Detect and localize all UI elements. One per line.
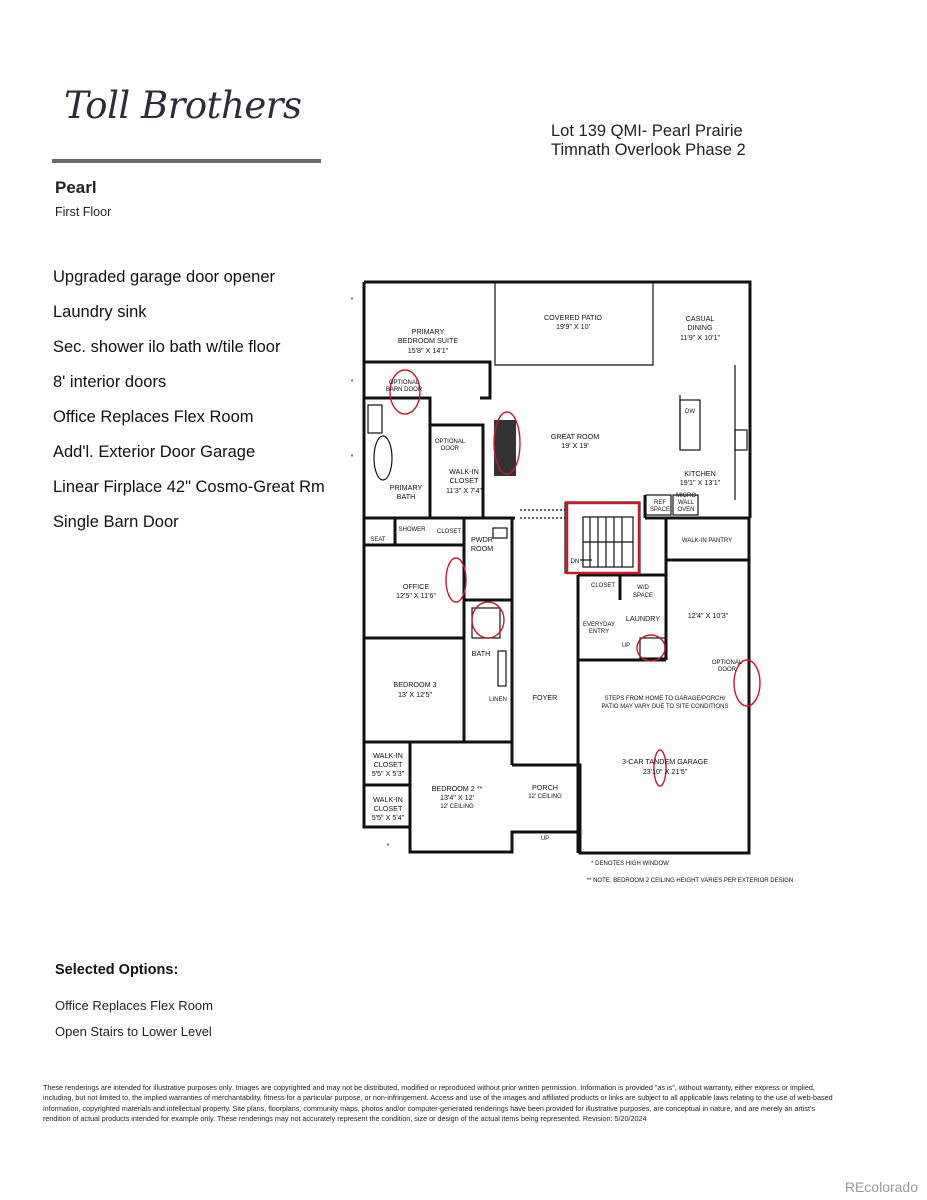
porch-name: PORCH: [532, 783, 558, 792]
walkin-a-name-2: CLOSET: [373, 760, 403, 769]
walkin-main-size: 11'3" X 7'4": [445, 486, 483, 495]
garage-size: 23'10" X 21'5": [642, 767, 688, 776]
plan-name: Pearl: [55, 178, 97, 197]
great-room-name: GREAT ROOM: [550, 432, 600, 441]
kitchen-size: 19'1" X 13'1": [679, 478, 721, 487]
ref-space-name: REF: [654, 500, 666, 506]
upgrade-item: 8' interior doors: [53, 373, 167, 391]
wd-space-name-2: SPACE: [633, 593, 653, 599]
room-labels: [351, 295, 794, 884]
everyday-entry-name: EVERYDAY: [582, 622, 616, 628]
bedroom2-name: BEDROOM 2 **: [431, 784, 483, 793]
garage-name: 3-CAR TANDEM GARAGE: [622, 757, 708, 766]
ceiling-note: ** NOTE: BEDROOM 2 CEILING HEIGHT VARIES PER EXTERIOR DESIGN: [586, 878, 794, 884]
oven-label: OVEN: [677, 507, 695, 513]
bedroom3-name: BEDROOM 3: [393, 680, 437, 689]
primary-bath-name: PRIMARY: [389, 483, 423, 492]
upgrade-item: Laundry sink: [53, 303, 147, 321]
walkin-a-size: 5'5" X 5'3": [371, 769, 405, 778]
foyer-label: FOYER: [532, 693, 558, 702]
dining-name-2: DINING: [687, 323, 713, 332]
optional-door-closet-1: OPTIONAL: [434, 439, 466, 445]
patio-name: COVERED PATIO: [543, 313, 603, 322]
bay-size: 12'4" X 10'3": [687, 611, 729, 620]
lot-line-1: Lot 139 QMI- Pearl Prairie: [551, 122, 743, 140]
primary-suite-name-2: BEDROOM SUITE: [397, 336, 459, 345]
walkin-b-name: WALK-IN: [373, 795, 403, 804]
wd-space-name: W/D: [637, 585, 649, 591]
linen-label: LINEN: [489, 697, 507, 703]
upgrade-item: Sec. shower ilo bath w/tile floor: [53, 338, 281, 356]
bath-label: BATH: [471, 649, 491, 658]
disclaimer-text: These renderings are intended for illustrative purposes only. Images are copyrighted and may not be distributed, modified or reproduced without prior written permission. Information is provided "as is", without warranty, either express or implied, including, but not limited to, the implied warranties of merchantability, fitness for a particular purpose, or non-infringement. Access and use of the images and affiliated products or links are subject to all applicable laws relating to the use of web-based information, copyrighted materials and intellectual property. Site plans, floorplans, community maps, photos and/or computer-generated renderings have been provided for illustrative purposes, are conceptual in nature, and are merely an artist's rendition of actual products intended for example only. These renderings may not accurately represent the condition, size or design of the actual items being represented. Revision: 5/20/2024: [43, 1083, 833, 1124]
everyday-entry-name-2: ENTRY: [588, 629, 610, 635]
pwdr-name-2: ROOM: [470, 544, 494, 553]
upgrade-item: Upgraded garage door opener: [53, 268, 276, 286]
patio-size: 19'9" X 10': [555, 322, 591, 331]
upgrade-item: Single Barn Door: [53, 513, 179, 531]
primary-suite-name: PRIMARY: [411, 327, 445, 336]
steps-note-2: PATIO MAY VARY DUE TO SITE CONDITIONS: [601, 704, 729, 710]
high-window-note: * DENOTES HIGH WINDOW: [591, 861, 669, 867]
primary-suite-size: 15'8" X 14'1": [407, 346, 449, 355]
up-porch-label: UP: [540, 836, 550, 842]
selected-option-item: Office Replaces Flex Room: [55, 998, 213, 1013]
star-mark-2: *: [350, 377, 354, 386]
selected-option-item: Open Stairs to Lower Level: [55, 1024, 212, 1039]
walkin-b-size: 5'5" X 5'4": [371, 813, 405, 822]
ref-space-name-2: SPACE: [650, 507, 670, 513]
bedroom2-size: 13'4" X 12': [439, 793, 475, 802]
dw-label: DW: [685, 409, 695, 415]
stairs: [580, 517, 633, 567]
walkin-b-name-2: CLOSET: [373, 804, 403, 813]
interior-walls: [364, 282, 749, 853]
lot-line-2: Timnath Overlook Phase 2: [551, 141, 746, 159]
pwdr-name: PWDR: [471, 535, 493, 544]
closet-small-label: CLOSET: [436, 529, 462, 535]
star-mark-3: *: [350, 452, 354, 461]
optional-door-top-2: BARN DOOR: [385, 387, 423, 393]
walkin-main-name: WALK-IN: [449, 467, 479, 476]
great-room-size: 19' X 19': [561, 441, 589, 450]
walkin-a-name: WALK-IN: [373, 751, 403, 760]
optional-door-garage-2: DOOR: [718, 667, 736, 673]
upgrade-item: Office Replaces Flex Room: [53, 408, 254, 426]
micro-label: MICRO: [676, 493, 696, 499]
shower-label: SHOWER: [398, 527, 426, 533]
bedroom3-size: 13' X 12'5": [397, 690, 433, 699]
pantry-label: WALK-IN PANTRY: [681, 538, 733, 544]
dn-label: DN: [570, 559, 580, 565]
office-size: 12'5" X 11'6": [395, 591, 437, 600]
wall-label: WALL: [677, 500, 695, 506]
porch-ceiling: 12' CEILING: [528, 794, 562, 800]
laundry-label: LAUNDRY: [625, 614, 661, 623]
logo-divider: [52, 159, 321, 163]
up-laundry-label: UP: [621, 643, 631, 649]
steps-note-1: STEPS FROM HOME TO GARAGE/PORCH/: [604, 696, 726, 702]
seat-label: SEAT: [370, 537, 386, 543]
dining-name: CASUAL: [685, 314, 715, 323]
optional-door-closet-2: DOOR: [441, 446, 459, 452]
upgrade-list: [53, 268, 325, 548]
optional-door-top-1: OPTIONAL: [388, 380, 420, 386]
office-name: OFFICE: [402, 582, 430, 591]
optional-door-garage-1: OPTIONAL: [711, 660, 743, 666]
closet-laundry-label: CLOSET: [590, 583, 616, 589]
primary-bath-name-2: BATH: [396, 492, 416, 501]
exterior-walls: [364, 282, 750, 853]
selected-options-title: Selected Options:: [55, 962, 179, 978]
walkin-main-name-2: CLOSET: [449, 476, 479, 485]
star-mark-1: *: [350, 295, 354, 304]
bedroom2-ceiling: 12' CEILING: [440, 804, 474, 810]
brand-logo: Toll Brothers: [64, 84, 302, 127]
dining-size: 11'9" X 10'1": [679, 333, 721, 342]
kitchen-name: KITCHEN: [684, 469, 716, 478]
star-mark-4: *: [386, 841, 390, 850]
watermark: REcolorado: [844, 1179, 918, 1195]
plan-floor: First Floor: [55, 205, 112, 219]
upgrade-item: Linear Firplace 42" Cosmo-Great Rm: [53, 478, 325, 496]
upgrade-item: Add'l. Exterior Door Garage: [53, 443, 256, 461]
